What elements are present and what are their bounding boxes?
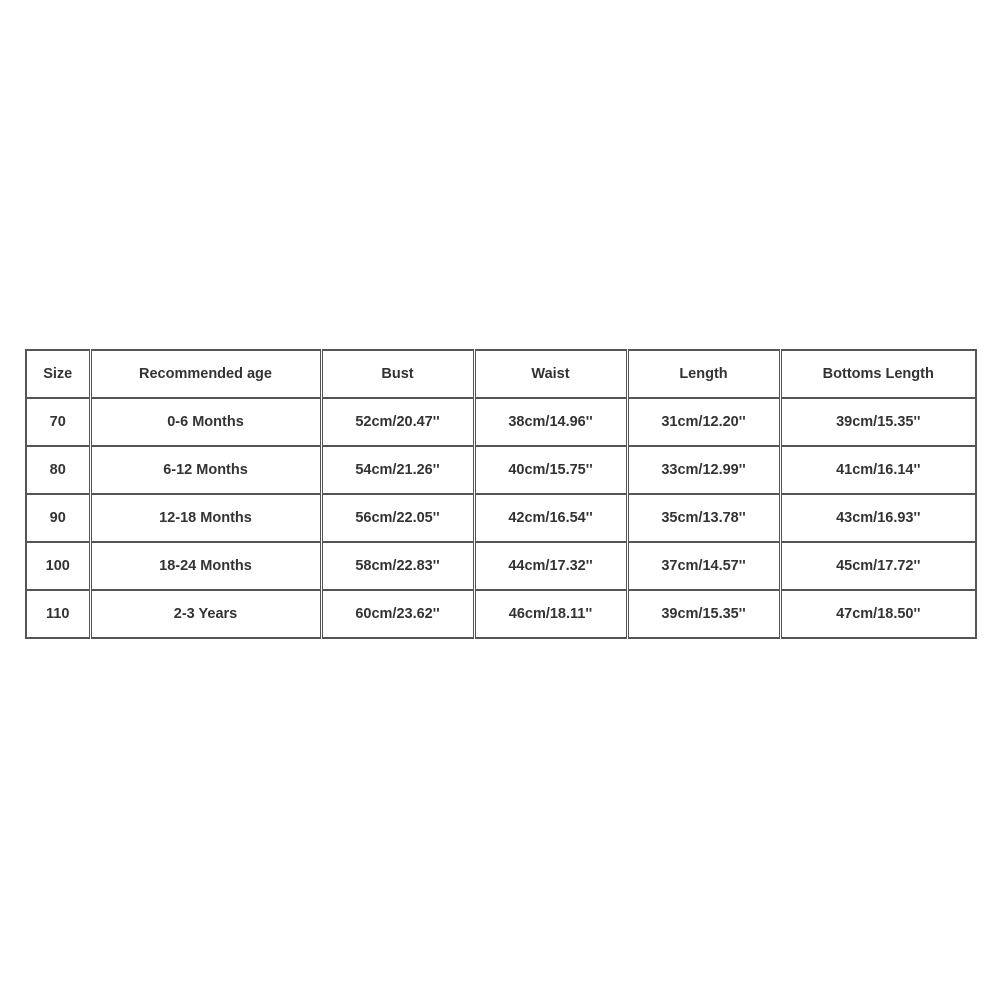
cell-waist: 46cm/18.11'' [474,590,627,638]
cell-recommended-age: 0-6 Months [90,398,321,446]
table-row [26,494,976,542]
table-row [26,398,976,446]
cell-size: 70 [26,398,90,446]
cell-recommended-age: 18-24 Months [90,542,321,590]
cell-size: 110 [26,590,90,638]
cell-waist: 38cm/14.96'' [474,398,627,446]
cell-size: 100 [26,542,90,590]
cell-length: 33cm/12.99'' [627,446,780,494]
header-waist: Waist [474,350,627,398]
table-row [26,542,976,590]
cell-length: 39cm/15.35'' [627,590,780,638]
header-size: Size [26,350,90,398]
cell-recommended-age: 12-18 Months [90,494,321,542]
cell-bust: 54cm/21.26'' [321,446,474,494]
size-chart-table [25,349,977,639]
table-row [26,590,976,638]
cell-bust: 58cm/22.83'' [321,542,474,590]
cell-size: 90 [26,494,90,542]
header-bust: Bust [321,350,474,398]
header-recommended-age: Recommended age [90,350,321,398]
cell-bottoms-length: 45cm/17.72'' [780,542,976,590]
cell-bust: 56cm/22.05'' [321,494,474,542]
cell-size: 80 [26,446,90,494]
header-length: Length [627,350,780,398]
cell-waist: 40cm/15.75'' [474,446,627,494]
table-header-row [26,350,976,398]
table-row [26,446,976,494]
cell-waist: 42cm/16.54'' [474,494,627,542]
cell-recommended-age: 2-3 Years [90,590,321,638]
cell-bottoms-length: 41cm/16.14'' [780,446,976,494]
cell-recommended-age: 6-12 Months [90,446,321,494]
cell-bottoms-length: 43cm/16.93'' [780,494,976,542]
cell-waist: 44cm/17.32'' [474,542,627,590]
header-bottoms-length: Bottoms Length [780,350,976,398]
cell-length: 31cm/12.20'' [627,398,780,446]
cell-length: 35cm/13.78'' [627,494,780,542]
cell-length: 37cm/14.57'' [627,542,780,590]
cell-bust: 60cm/23.62'' [321,590,474,638]
cell-bust: 52cm/20.47'' [321,398,474,446]
cell-bottoms-length: 39cm/15.35'' [780,398,976,446]
cell-bottoms-length: 47cm/18.50'' [780,590,976,638]
